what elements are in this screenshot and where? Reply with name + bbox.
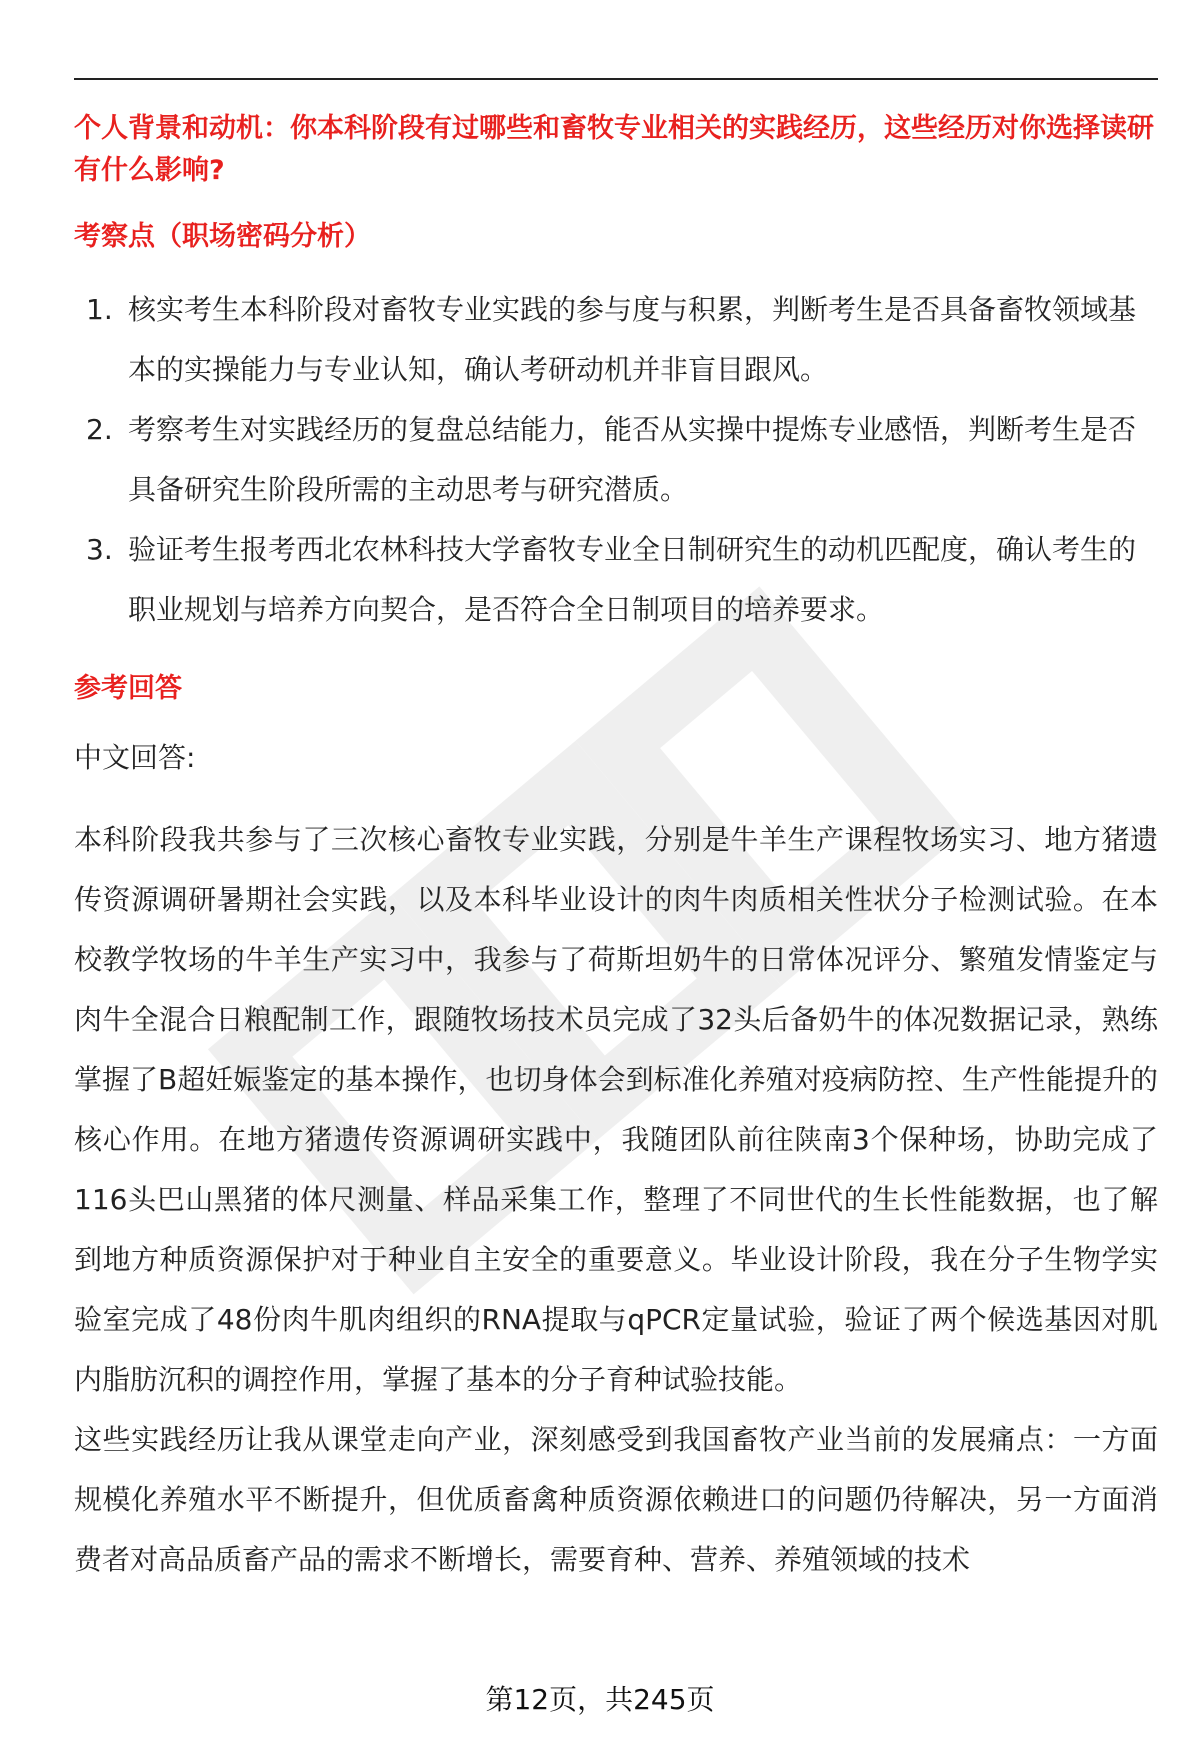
answer-title: 参考回答 [74, 673, 182, 704]
assessment-points [74, 280, 1158, 640]
page-number: 第12页，共245页 [485, 1683, 715, 1716]
assessment-point: 3. 验证考生报考西北农林科技大学畜牧专业全日制研究生的动机匹配度，确认考生的职业规划与培养方向契合，是否符合全日制项目的培养要求。 [86, 533, 1137, 626]
answer-paragraph: 这些实践经历让我从课堂走向产业，深刻感受到我国畜牧产业当前的发展痛点：一方面规模化养殖水平不断提升，但优质畜禽种质资源依赖进口的问题仍待解决，另一方面消费者对高品质畜产品的需求不断增长，需要育种、营养、养殖领域的技术 [74, 1423, 1158, 1576]
top-divider [74, 78, 1158, 80]
assessment-point: 2. 考察考生对实践经历的复盘总结能力，能否从实操中提炼专业感悟，判断考生是否具备研究生阶段所需的主动思考与研究潜质。 [86, 413, 1137, 506]
question-heading: 个人背景和动机：你本科阶段有过哪些和畜牧专业相关的实践经历，这些经历对你选择读研有什么影响? [74, 113, 1154, 186]
answer-paragraph: 本科阶段我共参与了三次核心畜牧专业实践，分别是牛羊生产课程牧场实习、地方猪遗传资源调研暑期社会实践，以及本科毕业设计的肉牛肉质相关性状分子检测试验。在本校教学牧场的牛羊生产实习中，我参与了荷斯坦奶牛的日常体况评分、繁殖发情鉴定与肉牛全混合日粮配制工作，跟随牧场技术员完成了32头后备奶牛的体况数据记录，熟练掌握了B超妊娠鉴定的基本操作，也切身体会到标准化养殖对疫病防控、生产性能提升的核心作用。在地方猪遗传资源调研实践中，我随团队前往陕南3个保种场，协助完成了116头巴山黑猪的体尺测量、样品采集工作，整理了不同世代的生长性能数据，也了解到地方种质资源保护对于种业自主安全的重要意义。毕业设计阶段，我在分子生物学实验室完成了48份肉牛肌肉组织的RNA提取与qPCR定量试验，验证了两个候选基因对肌内脂肪沉积的调控作用，掌握了基本的分子育种试验技能。 [74, 823, 1158, 1396]
answer-label: 中文回答: [74, 741, 196, 774]
assessment-point: 1. 核实考生本科阶段对畜牧专业实践的参与度与积累，判断考生是否具备畜牧领域基本的实操能力与专业认知，确认考研动机并非盲目跟风。 [86, 293, 1137, 386]
document-body [74, 108, 1158, 1590]
assessment-title: 考察点（职场密码分析） [74, 221, 371, 252]
